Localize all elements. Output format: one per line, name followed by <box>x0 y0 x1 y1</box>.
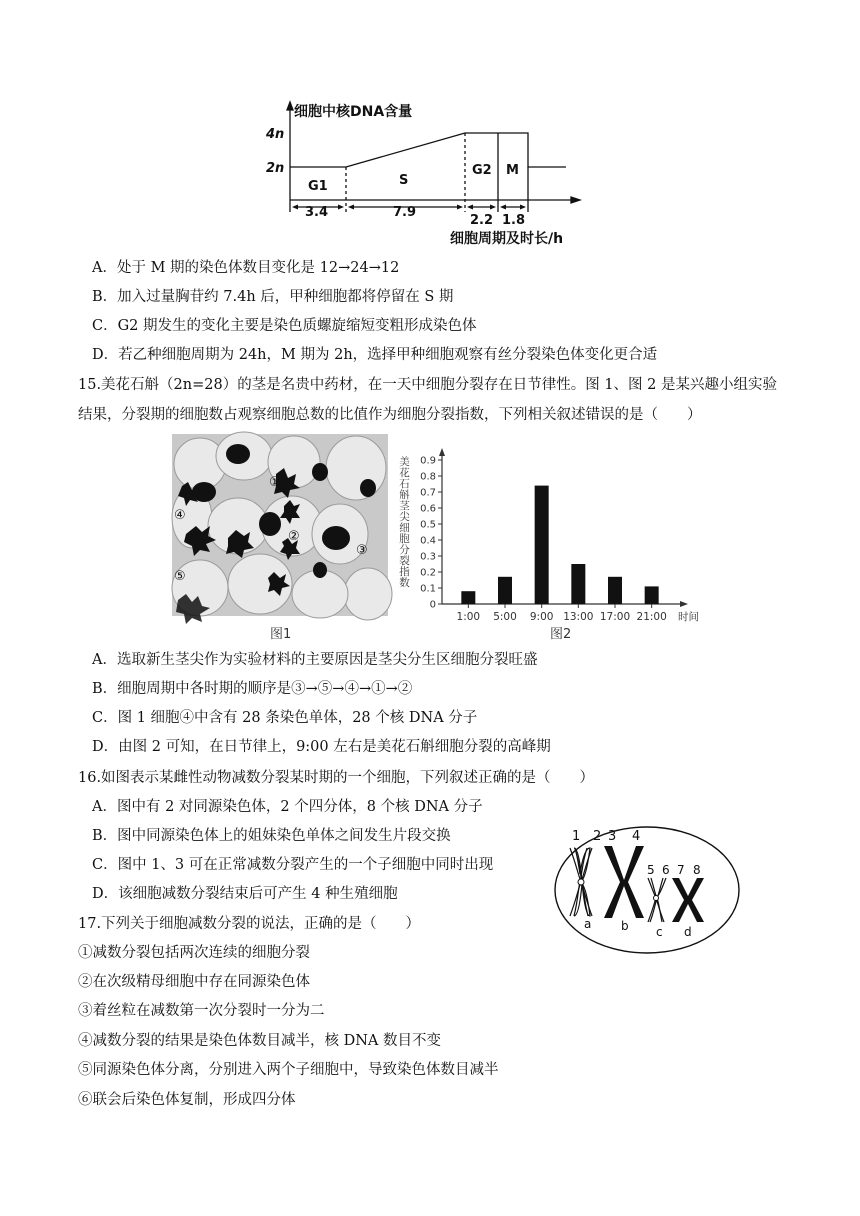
meiosis-cell-diagram <box>552 824 742 956</box>
q17-item-6: ⑥联会后染色体复制，形成四分体 <box>78 1092 296 1108</box>
cell-num-7: 7 <box>677 863 685 877</box>
chart2-plot <box>397 448 699 623</box>
cell-num-5: 5 <box>647 863 655 877</box>
q17-item-5: ⑤同源染色体分离，分别进入两个子细胞中，导致染色体数目减半 <box>78 1062 499 1078</box>
chart2-x-tick-label: 5:00 <box>493 611 517 623</box>
chart2-bar <box>535 486 549 604</box>
chart2-x-arrow <box>680 601 688 607</box>
q17-item-1: ①减数分裂包括两次连续的细胞分裂 <box>78 945 310 961</box>
q15-option-d: D．由图 2 可知，在日节律上，9:00 左右是美花石斛细胞分裂的高峰期 <box>92 739 551 755</box>
q16-stem: 16.如图表示某雌性动物减数分裂某时期的一个细胞，下列叙述正确的是（ ） <box>78 770 595 786</box>
q15-option-b: B．细胞周期中各时期的顺序是③→⑤→④→①→② <box>92 681 413 697</box>
chart2-y-tick-label: 0.3 <box>420 551 436 563</box>
q17-item-4: ④减数分裂的结果是染色体数目减半，核 DNA 数目不变 <box>78 1033 442 1049</box>
chart2-y-tick-label: 0.8 <box>420 471 436 483</box>
fig1-cell-micrograph <box>172 434 388 646</box>
q16-option-c: C．图中 1、3 可在正常减数分裂产生的一个子细胞中同时出现 <box>92 857 494 873</box>
chart2-y-tick-label: 0.1 <box>420 583 436 595</box>
fig1-label-4: ④ <box>174 508 186 523</box>
cell-num-4: 4 <box>632 829 641 844</box>
q16-option-a: A．图中有 2 对同源染色体，2 个四分体，8 个核 DNA 分子 <box>92 799 483 815</box>
chart2-y-tick-label: 0 <box>429 599 436 611</box>
duration-g1: 3.4 <box>305 205 329 220</box>
fig2-division-index-chart <box>390 434 699 646</box>
phase-m: M <box>506 163 519 178</box>
chart2-bar <box>608 577 622 604</box>
dna-tick-4n: 4n <box>266 127 285 142</box>
chart2-y-label: 美花石斛茎尖细胞分裂指数 <box>398 456 410 588</box>
cell-num-1: 1 <box>572 829 581 844</box>
chart2-y-tick-label: 0.7 <box>420 487 436 499</box>
chart2-x-label: 时间 <box>678 611 699 623</box>
q16-option-d: D．该细胞减数分裂结束后可产生 4 种生殖细胞 <box>92 886 398 902</box>
chart2-y-tick-label: 0.5 <box>420 519 436 531</box>
duration-m: 1.8 <box>502 213 526 228</box>
fig1-label-3: ③ <box>356 543 368 558</box>
duration-g2: 2.2 <box>470 213 494 228</box>
phase-g2: G2 <box>472 163 492 178</box>
q16-option-b: B．图中同源染色体上的姐妹染色单体之间发生片段交换 <box>92 828 451 844</box>
phase-g1: G1 <box>308 179 328 194</box>
q14-option-c: C．G2 期发生的变化主要是染色质螺旋缩短变粗形成染色体 <box>92 318 477 334</box>
chart2-y-tick-label: 0.4 <box>420 535 436 547</box>
chart2-x-tick-label: 1:00 <box>456 611 481 623</box>
fig1-label-5: ⑤ <box>174 569 186 584</box>
chart2-y-arrow <box>439 448 445 456</box>
fig1-label-1: ① <box>269 475 281 490</box>
q15-stem-line2: 结果，分裂期的细胞数占观察细胞总数的比值作为细胞分裂指数，下列相关叙述错误的是（ ） <box>78 407 702 423</box>
chart2-x-tick-label: 13:00 <box>563 611 594 623</box>
fig1-caption: 图1 <box>270 627 292 642</box>
chart2-caption: 图2 <box>550 627 572 642</box>
duration-s: 7.9 <box>393 205 417 220</box>
cell-letter-a: a <box>584 917 592 931</box>
cell-letter-b: b <box>621 919 629 933</box>
q14-option-d: D．若乙种细胞周期为 24h，M 期为 2h，选择甲种细胞观察有丝分裂染色体变化更合适 <box>92 347 658 363</box>
phase-s: S <box>399 173 409 188</box>
chart2-x-tick-label: 21:00 <box>636 611 667 623</box>
chart2-bar <box>645 586 659 604</box>
chart2-bar <box>498 577 512 604</box>
fig1-label-2: ② <box>288 529 300 544</box>
cell-letter-c: c <box>656 925 663 939</box>
cell-num-2: 2 <box>593 829 602 844</box>
chart2-y-tick-label: 0.2 <box>420 567 436 579</box>
chart2-bar <box>461 591 475 604</box>
chart2-x-tick-label: 17:00 <box>599 611 631 623</box>
dna-y-title: 细胞中核DNA含量 <box>294 104 413 120</box>
chart2-bar <box>571 564 585 604</box>
chart2-x-tick-label: 9:00 <box>529 611 554 623</box>
q15-option-a: A．选取新生茎尖作为实验材料的主要原因是茎尖分生区细胞分裂旺盛 <box>92 652 538 668</box>
chart2-y-tick-label: 0.6 <box>420 503 436 515</box>
q17-item-3: ③着丝粒在减数第一次分裂时一分为二 <box>78 1003 325 1019</box>
dna-x-title: 细胞周期及时长/h <box>450 231 564 247</box>
cell-num-6: 6 <box>662 863 670 877</box>
dna-content-chart <box>262 100 592 250</box>
chart2-y-tick-label: 0.9 <box>420 455 436 467</box>
q15-stem-line1: 15.美花石斛（2n=28）的茎是名贵中药材，在一天中细胞分裂存在日节律性。图 1、图 2 是某兴趣小组实验 <box>78 377 777 393</box>
q14-option-a: A．处于 M 期的染色体数目变化是 12→24→12 <box>92 260 400 276</box>
cell-num-3: 3 <box>608 829 617 844</box>
q17-item-2: ②在次级精母细胞中存在同源染色体 <box>78 974 310 990</box>
q14-option-b: B．加入过量胸苷约 7.4h 后，甲种细胞都将停留在 S 期 <box>92 289 454 305</box>
q15-option-c: C．图 1 细胞④中含有 28 条染色单体，28 个核 DNA 分子 <box>92 710 478 726</box>
cell-letter-d: d <box>684 925 692 939</box>
dna-tick-2n: 2n <box>266 161 285 176</box>
q17-stem: 17.下列关于细胞减数分裂的说法，正确的是（ ） <box>78 916 421 932</box>
cell-num-8: 8 <box>693 863 701 877</box>
